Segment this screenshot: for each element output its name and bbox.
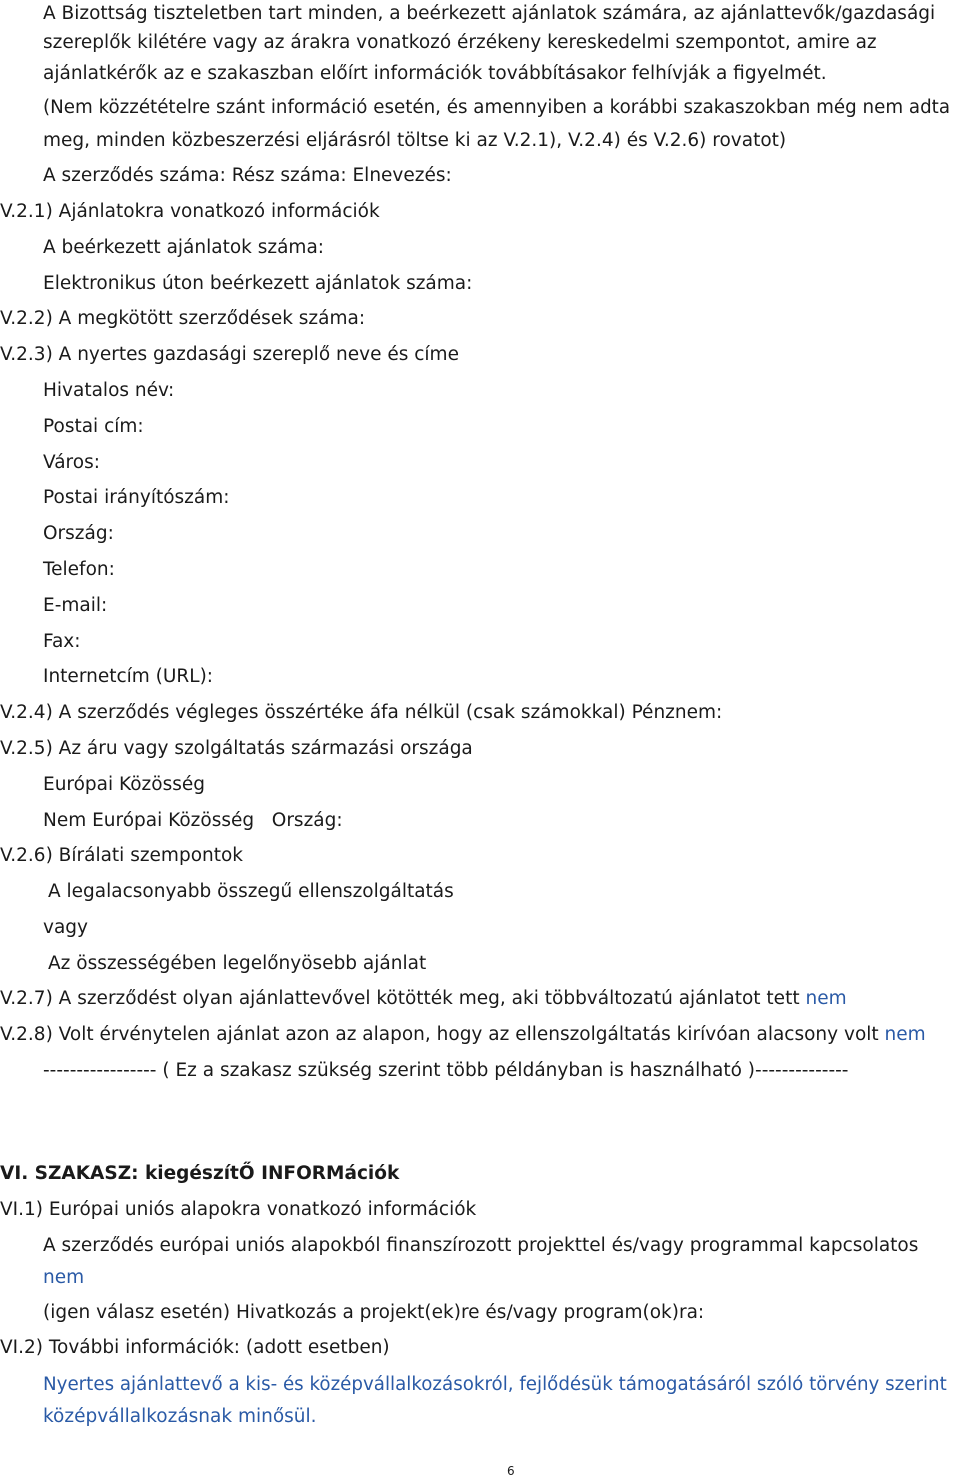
electronic-offers-label: Elektronikus úton beérkezett ajánlatok száma: [43,273,473,294]
criterion-lowest-price: A legalacsonyabb összegű ellenszolgáltatás [48,881,454,902]
criterion-best-value: Az összességében legelőnyösebb ajánlat [48,953,427,974]
v23-heading: V.2.3) A nyertes gazdasági szereplő neve és címe [0,344,459,365]
field-url: Internetcím (URL): [43,666,214,687]
intro-line-4: (Nem közzétételre szánt információ esetén, és amennyiben a korábbi szakaszokban még nem adta [43,97,951,118]
vi1-answer: nem [43,1267,85,1288]
field-official-name: Hivatalos név: [43,380,175,401]
vi1-reference: (igen válasz esetén) Hivatkozás a projekt(ek)re és/vagy program(ok)ra: [43,1302,705,1323]
intro-line-3: ajánlatkérők az e szakaszban előírt információk továbbításakor felhívják a figyelmét. [43,63,827,84]
field-country: Ország: [43,523,114,544]
field-postal-code: Postai irányítószám: [43,487,230,508]
vi1-heading: VI.1) Európai uniós alapokra vonatkozó információk [0,1199,477,1220]
field-postal-address: Postai cím: [43,416,144,437]
intro-line-1: A Bizottság tiszteletben tart minden, a beérkezett ajánlatok számára, az ajánlattevők/gazdasági [43,3,936,24]
origin-non-eu: Nem Európai Közösség Ország: [43,810,343,831]
field-phone: Telefon: [43,559,115,580]
v28-answer: nem [884,1024,926,1045]
section6-heading: VI. SZAKASZ: kiegészítŐ INFORMációk [0,1163,400,1184]
v28-text: V.2.8) Volt érvénytelen ajánlat azon az alapon, hogy az ellenszolgáltatás kirívóan alacsony volt [0,1024,879,1045]
v28-line [0,1022,926,1048]
intro-line-2: szereplők kilétére vagy az árakra vonatkozó érzékeny kereskedelmi szempontot, amire az [43,32,877,53]
v22-heading: V.2.2) A megkötött szerződések száma: [0,308,366,329]
v25-heading: V.2.5) Az áru vagy szolgáltatás származási országa [0,738,473,759]
origin-eu: Európai Közösség [43,774,205,795]
contract-number-line: A szerződés száma: Rész száma: Elnevezés: [43,165,452,186]
section-separator: ----------------- ( Ez a szakasz szükség szerint több példányban is használható )-------------- [43,1060,849,1081]
intro-line-5: meg, minden közbeszerzési eljárásról töltse ki az V.2.1), V.2.4) és V.2.6) rovatot) [43,130,787,151]
v27-line [0,986,847,1012]
vi2-text-line-1: Nyertes ajánlattevő a kis- és középvállalkozásokról, fejlődésük támogatásáról szóló törvény szerint [43,1374,947,1395]
field-fax: Fax: [43,631,81,652]
v24-heading: V.2.4) A szerződés végleges összértéke áfa nélkül (csak számokkal) Pénznem: [0,702,723,723]
page-number: 6 [507,1464,515,1478]
criterion-or: vagy [43,917,88,938]
vi1-question: A szerződés európai uniós alapokból finanszírozott projekttel és/vagy programmal kapcsolatos [43,1235,919,1256]
field-email: E-mail: [43,595,108,616]
v27-answer: nem [805,988,847,1009]
vi2-text-line-2: középvállalkozásnak minősül. [43,1406,317,1427]
received-offers-label: A beérkezett ajánlatok száma: [43,237,325,258]
v21-heading: V.2.1) Ajánlatokra vonatkozó információk [0,201,380,222]
v26-heading: V.2.6) Bírálati szempontok [0,845,244,866]
vi2-heading: VI.2) További információk: (adott esetben) [0,1337,390,1358]
v27-text: V.2.7) A szerződést olyan ajánlattevővel kötötték meg, aki többváltozatú ajánlatot tett [0,988,800,1009]
field-city: Város: [43,452,100,473]
